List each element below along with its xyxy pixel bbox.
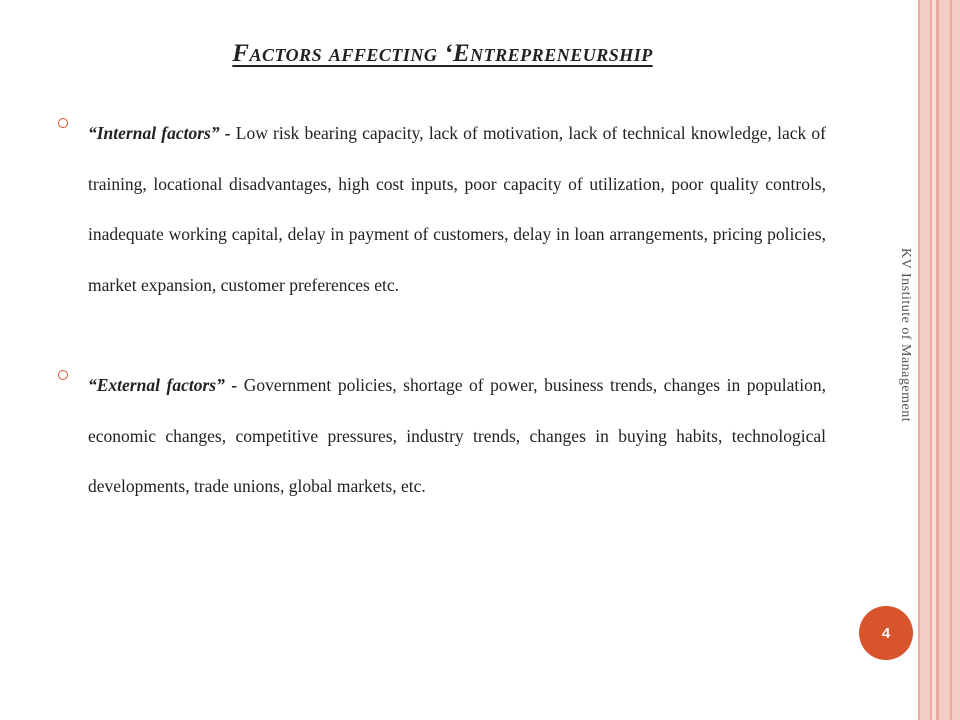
bullet-internal-factors bbox=[58, 108, 826, 310]
slide-title: Factors affecting ‘Entrepreneurship bbox=[232, 40, 653, 67]
bullet-lead: “Internal factors” - bbox=[88, 123, 231, 143]
bullet-circle-icon bbox=[58, 118, 68, 128]
bullet-body: Government policies, shortage of power, business trends, changes in population, economic changes, competitive pressures, industry trends, changes in buying habits, technological developments, trade unions, global markets, etc. bbox=[88, 375, 826, 496]
page-number-badge: 4 bbox=[859, 606, 913, 660]
bullet-text bbox=[88, 360, 826, 512]
bullet-list bbox=[58, 108, 826, 512]
bullet-lead: “External factors” - bbox=[88, 375, 238, 395]
bullet-circle-icon bbox=[58, 370, 68, 380]
side-label: KV Institute of Management bbox=[898, 248, 913, 423]
bullet-external-factors bbox=[58, 360, 826, 512]
decorative-stripe bbox=[920, 0, 930, 720]
decorative-stripe bbox=[950, 0, 952, 720]
bullet-body: Low risk bearing capacity, lack of motivation, lack of technical knowledge, lack of training, locational disadvantages, high cost inputs, poor capacity of utilization, poor quality controls, inadequate working capital, delay in payment of customers, delay in loan arrangements, pricing policies, market expansion, customer preferences etc. bbox=[88, 123, 827, 295]
bullet-text bbox=[88, 108, 826, 310]
